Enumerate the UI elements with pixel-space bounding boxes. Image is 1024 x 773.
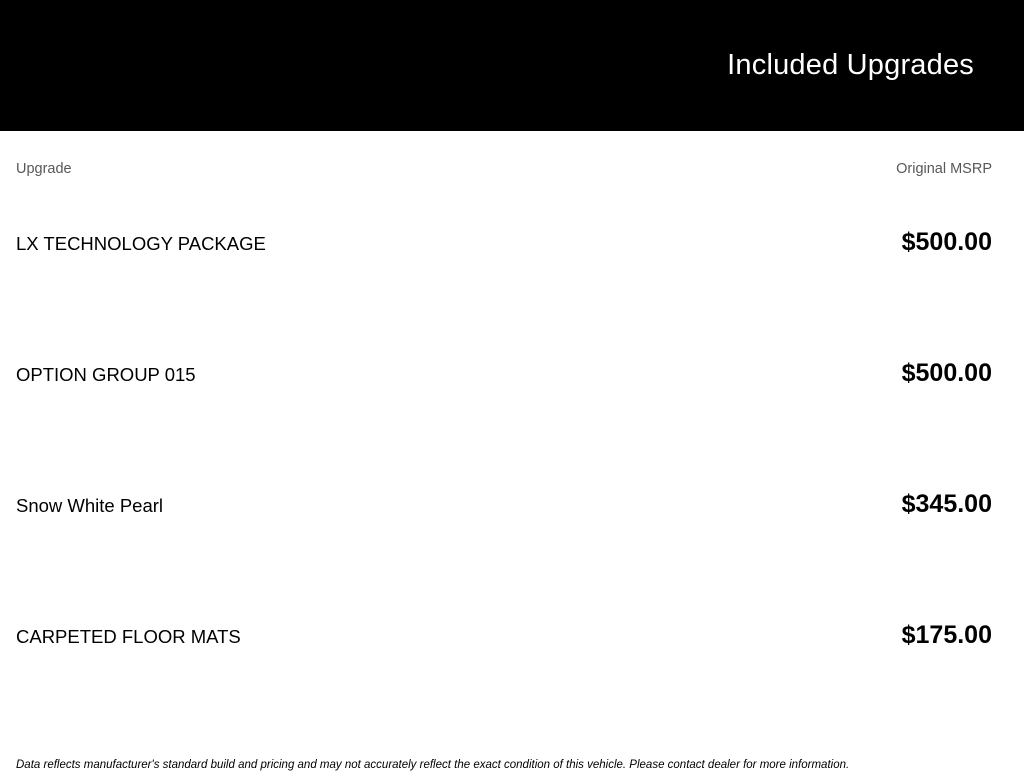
upgrade-name: Snow White Pearl	[16, 495, 164, 516]
page-header	[0, 0, 1024, 131]
upgrade-price: $500.00	[901, 228, 992, 256]
upgrade-name: LX TECHNOLOGY PACKAGE	[16, 233, 266, 254]
upgrade-price: $500.00	[901, 359, 992, 387]
upgrade-name: CARPETED FLOOR MATS	[16, 626, 241, 647]
upgrades-content	[0, 131, 1024, 773]
column-header-upgrade: Upgrade	[16, 161, 72, 177]
table-row	[16, 490, 992, 621]
disclaimer-text: Data reflects manufacturer's standard build and pricing and may not accurately reflect the exact condition of this vehicle. Please contact dealer for more information.	[16, 759, 850, 771]
upgrade-price: $175.00	[901, 621, 992, 649]
table-row	[16, 359, 992, 490]
upgrade-price: $345.00	[901, 490, 992, 518]
table-row	[16, 177, 992, 359]
upgrade-name: OPTION GROUP 015	[16, 364, 196, 385]
table-header-row	[16, 131, 992, 177]
page-title: Included Upgrades	[727, 49, 974, 81]
table-row	[16, 621, 992, 752]
column-header-msrp: Original MSRP	[896, 161, 992, 177]
